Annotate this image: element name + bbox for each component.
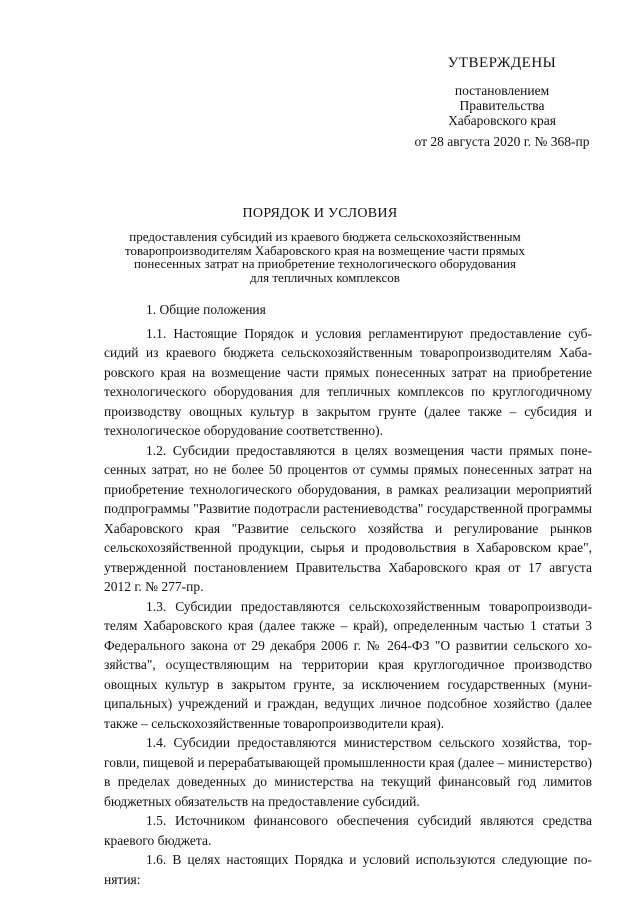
approval-heading: УТВЕРЖДЕНЫ: [447, 55, 557, 71]
paragraph-1-1: 1.1. Настоящие Порядок и условия регламентируют предоставление субсидий из краевого бюджета сельскохозяйственным товаропроизводителям Хабаровского края на возмещение части прямых понесенных затрат на приобретение технологического оборудования для тепличных комплексов по круглогодичному производству овощных культур в закрытом грунте (далее также – субсидия и технологическое оборудование соответственно).: [104, 325, 592, 438]
approval-line-2: Правительства: [459, 98, 545, 113]
paragraph-1-3: 1.3. Субсидии предоставляются сельскохозяйственным товаропроизводителям Хабаровского края (далее также – край), определенным частью 1 статьи 3 Федерального закона от 29 декабря 2006 г. № 264-ФЗ "О развитии сельского хозяйства", осуществляющим на территории края круглогодичное производство овощных культур в закрытом грунте, за исключением государственных (муниципальных) учреждений и граждан, ведущих личное подсобное хозяйство (далее также – сельскохозяйственные товаропроизводители края).: [104, 598, 592, 731]
paragraph-1-5: 1.5. Источником финансового обеспечения субсидий являются средства краевого бюджета.: [104, 813, 592, 848]
approval-stamp: [392, 56, 612, 149]
subtitle-line: для тепличных комплексов: [250, 269, 400, 285]
subtitle-line: понесенных затрат на приобретение технологического оборудования: [133, 256, 517, 271]
approval-line-1: постановлением: [454, 83, 550, 98]
document-subtitle: [80, 230, 570, 284]
approval-line-3: Хабаровского края: [448, 113, 556, 128]
subtitle-line: предоставления субсидий из краевого бюджета сельскохозяйственным: [129, 229, 521, 244]
document-title: ПОРЯДОК И УСЛОВИЯ: [242, 206, 398, 221]
paragraph-1-6: 1.6. В целях настоящих Порядка и условий используются следующие понятия:: [104, 852, 592, 887]
subtitle-line: товаропроизводителям Хабаровского края на возмещение части прямых: [124, 242, 526, 258]
section-heading: 1. Общие положения: [146, 302, 266, 317]
paragraph-1-2: 1.2. Субсидии предоставляются в целях возмещения части прямых понесенных затрат, но не более 50 процентов от суммы прямых понесенных затрат на приобретение технологического оборудования, в рамках реализации мероприятий подпрограммы "Развитие подотрасли растениеводства" государственной программы Хабаровского края "Развитие сельского хозяйства и регулирование рынков сельскохозяйственной продукции, сырья и продовольствия в Хабаровском крае", утвержденной постановлением Правительства Хабаровского края от 17 августа 2012 г. № 277-пр.: [104, 442, 592, 594]
document-body: [104, 300, 592, 889]
paragraph-1-4: 1.4. Субсидии предоставляются министерством сельского хозяйства, торговли, пищевой и перерабатывающей промышленности края (далее – министерство) в пределах доведенных до министерства на текущий финансовый год лимитов бюджетных обязательств на предоставление субсидий.: [104, 735, 592, 809]
approval-date: от 28 августа 2020 г. № 368-пр: [414, 134, 590, 149]
